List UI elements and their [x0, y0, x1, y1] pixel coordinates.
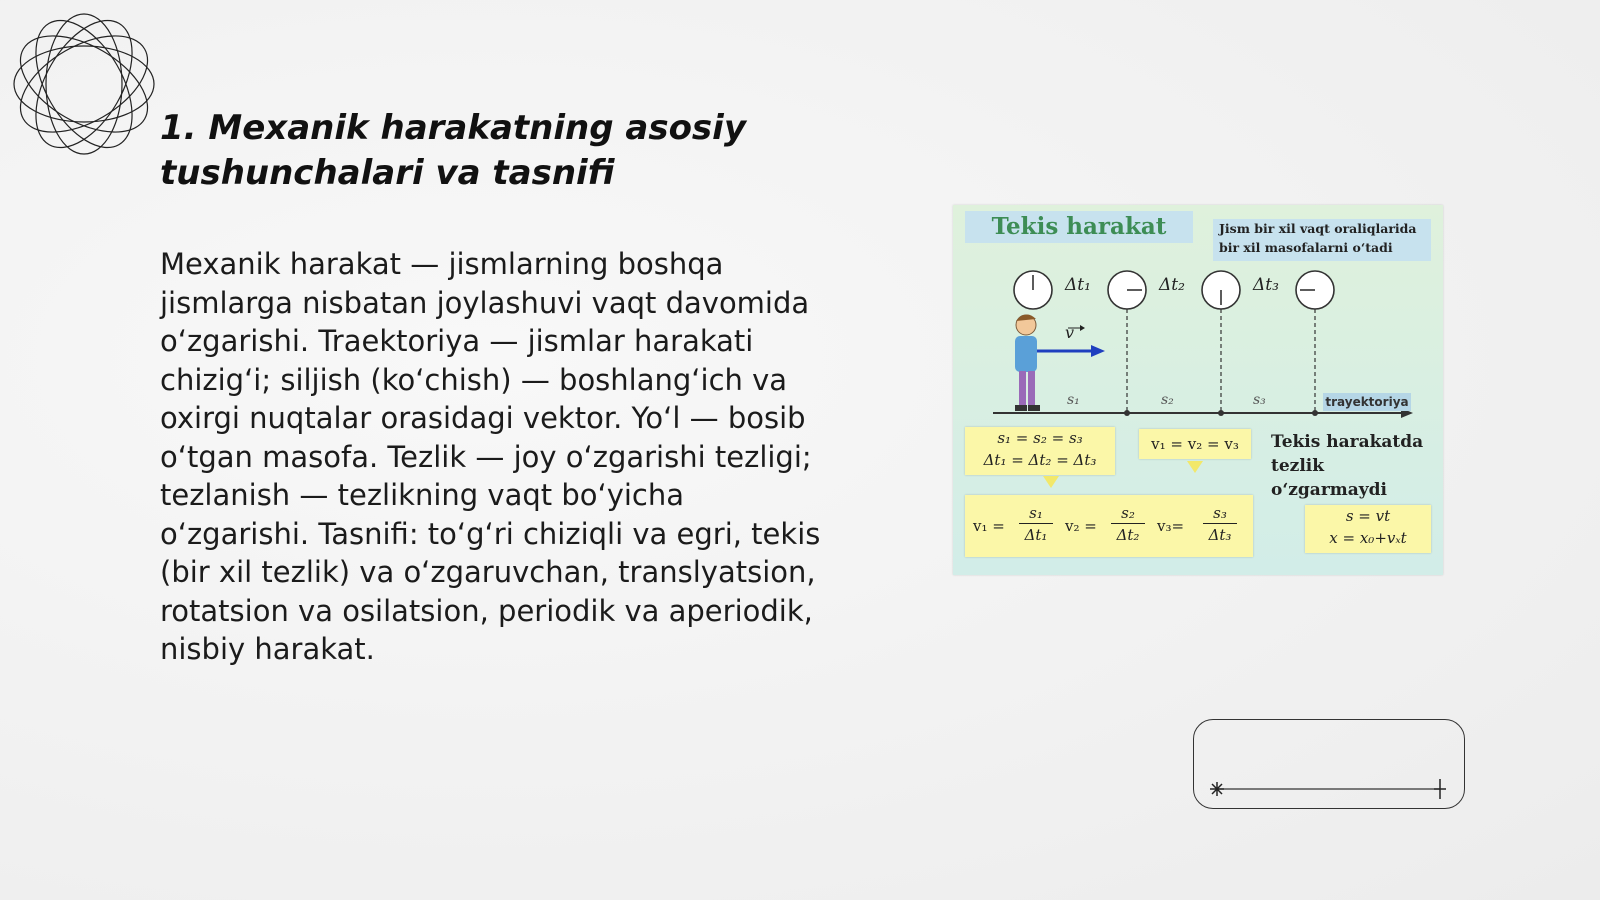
eq-distances: s₁ = s₂ = s₃: [997, 429, 1083, 447]
v1-fraction: [1019, 503, 1053, 546]
slide-body-text: Mexanik harakat — jismlarning boshqa jismlarga nisbatan joylashuvi vaqt davomida o‘zgarishi. Traektoriya — jismlar harakati chizig‘i; siljish (ko‘chish) — boshlang‘ich va oxirgi nuqtalar orasidagi vektor. Yo‘l — bosib o‘tgan masofa. Tezlik — joy o‘zgarishi tezligi; tezlanish — tezlikning vaqt bo‘yicha o‘zgarishi. Tasnifi: to‘g‘ri chiziqli va egri, tekis (bir xil tezlik) va o‘zgaruvchan, translyatsion, rotatsion va osilatsion, periodik va aperiodik, nisbiy harakat.: [160, 247, 821, 666]
motion-equations-box: [1305, 505, 1431, 553]
formula-position: x = x₀+vₓt: [1329, 529, 1407, 547]
person-figure-icon: [1015, 314, 1040, 411]
eq-velocities: v₁ = v₂ = v₃: [1139, 429, 1251, 459]
uniform-motion-description: [1271, 430, 1431, 502]
clock-icon: [1108, 271, 1146, 309]
clock-icon: [1296, 271, 1334, 309]
v1-numerator: s₁: [1019, 503, 1053, 524]
decorative-frame: [1193, 719, 1465, 809]
velocity-formulas-box: [965, 495, 1253, 557]
v1-label: v₁ =: [973, 517, 1005, 535]
diagram-title: Tekis harakat: [965, 211, 1193, 243]
eq-times: Δt₁ = Δt₂ = Δt₃: [983, 451, 1097, 469]
v2-fraction: [1111, 503, 1145, 546]
v3-numerator: s₃: [1203, 503, 1237, 524]
desc-line1: Tekis harakatda: [1271, 432, 1424, 452]
label-s3: s₃: [1253, 392, 1266, 408]
clock-icon: [1202, 271, 1240, 309]
slide-title: 1. Mexanik harakatning asosiy tushunchalari va tasnifi: [160, 108, 746, 193]
v2-numerator: s₂: [1111, 503, 1145, 524]
label-velocity: v: [1065, 323, 1075, 342]
diagram-note-line1: Jism bir xil vaqt oraliqlarida: [1219, 221, 1417, 236]
uniform-motion-diagram: [953, 205, 1443, 575]
label-trajectory: trayektoriya: [1323, 393, 1411, 411]
v3-label: v₃=: [1157, 517, 1185, 535]
desc-line3: o‘zgarmaydi: [1271, 480, 1387, 500]
v1-denominator: Δt₁: [1024, 526, 1048, 544]
v3-fraction: [1203, 503, 1237, 546]
sparkle-line-icon: [1194, 720, 1466, 810]
down-arrow-icon: [1043, 476, 1059, 488]
label-s1: s₁: [1067, 392, 1080, 408]
ornament-rings-icon: [10, 10, 158, 158]
label-s2: s₂: [1161, 392, 1174, 408]
diagram-note: [1213, 219, 1431, 261]
label-dt3: Δt₃: [1253, 275, 1279, 295]
formula-distance: s = vt: [1345, 507, 1391, 525]
label-dt2: Δt₂: [1159, 275, 1185, 295]
down-arrow-icon: [1187, 461, 1203, 473]
v2-label: v₂ =: [1065, 517, 1097, 535]
label-dt1: Δt₁: [1065, 275, 1091, 295]
equal-distances-box: [965, 427, 1115, 475]
diagram-note-line2: bir xil masofalarni o‘tadi: [1219, 240, 1393, 255]
desc-line2: tezlik: [1271, 456, 1325, 476]
clock-icon: [1014, 271, 1052, 309]
v2-denominator: Δt₂: [1116, 526, 1140, 544]
v3-denominator: Δt₃: [1208, 526, 1232, 544]
